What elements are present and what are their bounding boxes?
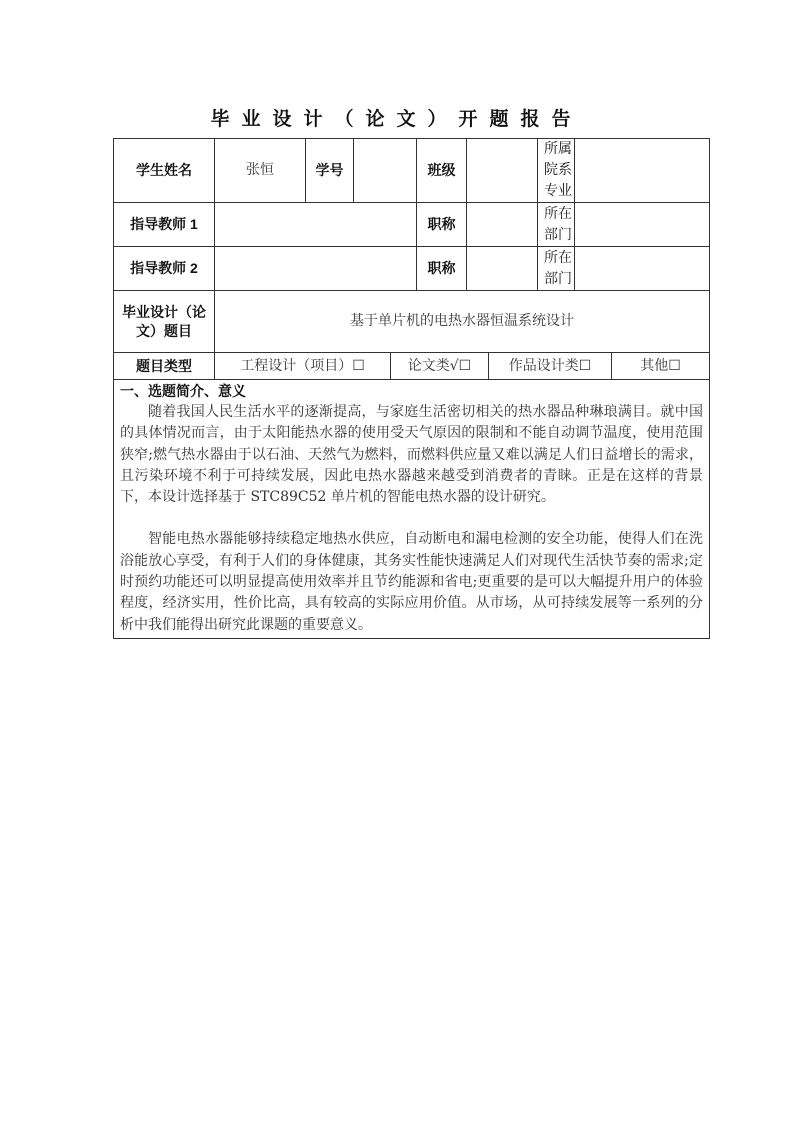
advisor1-value[interactable] (215, 203, 417, 247)
proposal-form-table (113, 138, 710, 639)
type-option-artwork[interactable]: 作品设计类☐ (488, 353, 611, 379)
advisor1-title-value[interactable] (467, 203, 538, 247)
student-id-value[interactable] (354, 139, 417, 203)
department-value[interactable] (575, 139, 710, 203)
type-label: 题目类型 (114, 353, 215, 380)
section-content (114, 380, 710, 639)
advisor2-row (114, 247, 710, 291)
advisor2-title-value[interactable] (467, 247, 538, 291)
section-heading: 一、选题简介、意义 (120, 384, 246, 400)
advisor1-row (114, 203, 710, 247)
advisor2-title-label: 职称 (417, 247, 467, 291)
paragraph-spacer (120, 508, 703, 529)
student-name-value[interactable]: 张恒 (215, 139, 306, 203)
department-label (538, 139, 575, 203)
section-paragraph-1: 随着我国人民生活水平的逐渐提高，与家庭生活密切相关的热水器品种琳琅满目。就中国的具体情况而言，由于太阳能热水器的使用受天气原因的限制和不能自动调节温度，使用范围狭窄;燃气热水器由于以石油、天然气为燃料，而燃料供应量又难以满足人们日益增长的需求，且污染环境不利于可持续发展，因此电热水器越来越受到消费者的青睐。正是在这样的背景下，本设计选择基于 STC89C52 单片机的智能电热水器的设计研究。 (120, 404, 703, 506)
class-label: 班级 (417, 139, 467, 203)
topic-label: 毕业设计（论文）题目 (114, 291, 215, 353)
type-option-thesis[interactable]: 论文类√☐ (390, 353, 488, 379)
advisor1-dept-label-text: 所在部门 (544, 205, 572, 243)
advisor2-dept-value[interactable] (575, 247, 710, 291)
class-value[interactable] (467, 139, 538, 203)
document-title: 毕业设计（论文）开题报告 (210, 108, 583, 130)
type-options-cell (215, 353, 710, 380)
advisor2-value[interactable] (215, 247, 417, 291)
content-row (114, 380, 710, 639)
advisor1-dept-value[interactable] (575, 203, 710, 247)
student-id-label: 学号 (306, 139, 354, 203)
department-label-text: 所属院系专业 (544, 141, 572, 199)
section-paragraph-2: 智能电热水器能够持续稳定地热水供应，自动断电和漏电检测的安全功能，使得人们在洗浴能放心享受，有利于人们的身体健康，其务实性能快速满足人们对现代生活快节奏的需求;定时预约功能还可以明显提高使用效率并且节约能源和省电;更重要的是可以大幅提升用户的体验程度，经济实用，性价比高，具有较高的实际应用价值。从市场，从可持续发展等一系列的分析中我们能得出研究此课题的重要意义。 (120, 531, 703, 633)
type-option-other[interactable]: 其他☐ (611, 353, 709, 379)
advisor1-title-label: 职称 (417, 203, 467, 247)
topic-row (114, 291, 710, 353)
type-option-engineering[interactable]: 工程设计（项目）☐ (240, 357, 365, 374)
advisor1-label: 指导教师 1 (114, 203, 215, 247)
student-info-row (114, 139, 710, 203)
advisor2-dept-label (538, 247, 575, 291)
student-name-label: 学生姓名 (114, 139, 215, 203)
topic-value[interactable]: 基于单片机的电热水器恒温系统设计 (215, 291, 710, 353)
type-row (114, 353, 710, 380)
advisor2-dept-label-text: 所在部门 (544, 249, 572, 287)
advisor2-label: 指导教师 2 (114, 247, 215, 291)
advisor1-dept-label (538, 203, 575, 247)
